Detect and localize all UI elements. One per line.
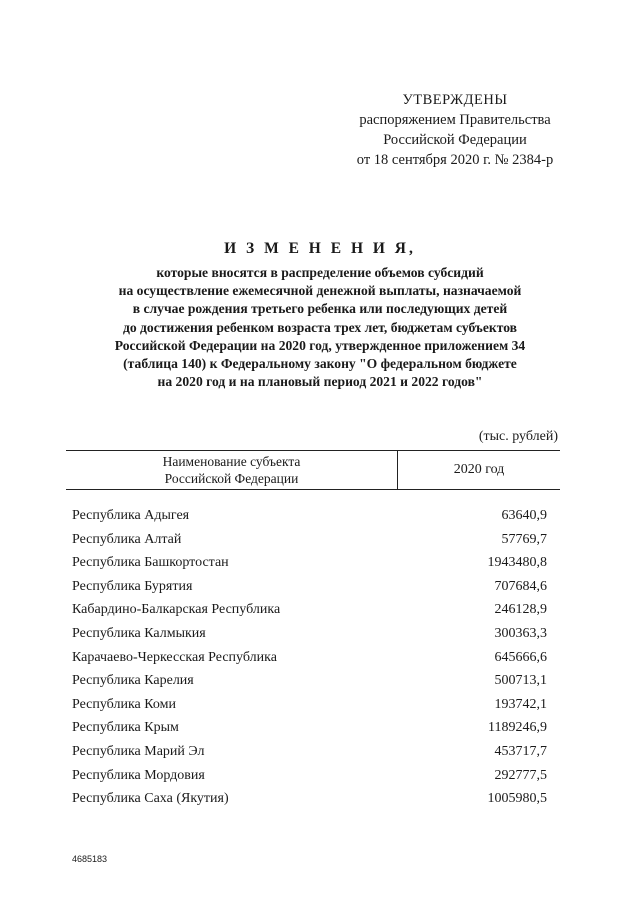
table-row bbox=[72, 671, 560, 695]
subsidy-value: 57769,7 bbox=[501, 531, 547, 547]
subsidy-value: 500713,1 bbox=[494, 673, 547, 689]
region-name: Республика Алтай bbox=[72, 531, 182, 547]
table-row bbox=[72, 577, 560, 601]
title-subtitle: которые вносятся в распределение объемов субсидий на осуществление ежемесячной денежной выплаты, назначаемой в случае рождения третьего ребенка или последующих детей до достижения ребенком возраста трех лет, бюджетам субъектов Российской Федерации на 2020 год, утвержденное приложением 34 (таблица 140) к Федеральному закону "О федеральном бюджете на 2020 год и на плановый период 2021 и 2022 годов" bbox=[114, 265, 526, 390]
document-code: 4685183 bbox=[72, 854, 108, 864]
region-name: Республика Мордовия bbox=[72, 767, 205, 783]
subsidy-value: 645666,6 bbox=[494, 649, 547, 665]
table-header bbox=[66, 450, 560, 490]
region-name: Карачаево-Черкесская Республика bbox=[72, 649, 277, 665]
subsidy-value: 1005980,5 bbox=[487, 791, 547, 807]
table-row bbox=[72, 530, 560, 554]
table-row bbox=[72, 648, 560, 672]
region-name: Республика Коми bbox=[72, 696, 176, 712]
document-title bbox=[60, 240, 580, 391]
region-name: Республика Адыгея bbox=[72, 508, 190, 523]
region-name: Республика Калмыкия bbox=[72, 625, 206, 641]
subsidy-value: 453717,7 bbox=[494, 743, 547, 759]
subsidy-value: 1189246,9 bbox=[488, 720, 547, 736]
region-name: Республика Марий Эл bbox=[72, 743, 205, 759]
approval-country: Российской Федерации bbox=[383, 132, 527, 148]
table-row bbox=[72, 624, 560, 648]
table-row bbox=[72, 553, 560, 577]
subsidy-value: 1943480,8 bbox=[487, 555, 547, 571]
approval-date-number: от 18 сентября 2020 г. № 2384-р bbox=[356, 152, 554, 168]
header-year: 2020 год bbox=[453, 462, 505, 477]
table-row bbox=[72, 695, 560, 719]
region-name: Республика Крым bbox=[72, 720, 179, 736]
approval-heading: УТВЕРЖДЕНЫ bbox=[402, 92, 508, 108]
approval-stamp bbox=[330, 90, 580, 170]
approval-authority: распоряжением Правительства bbox=[359, 112, 551, 128]
table-row bbox=[72, 766, 560, 790]
table-row bbox=[72, 789, 560, 813]
region-name: Республика Башкортостан bbox=[72, 555, 229, 571]
region-name: Республика Бурятия bbox=[72, 578, 193, 594]
region-name: Кабардино-Балкарская Республика bbox=[72, 602, 281, 618]
subsidy-value: 246128,9 bbox=[494, 602, 547, 618]
title-heading: И З М Е Н Е Н И Я, bbox=[224, 240, 416, 257]
subsidy-value: 300363,3 bbox=[494, 625, 547, 641]
subsidy-value: 292777,5 bbox=[494, 767, 547, 783]
table-row bbox=[72, 600, 560, 624]
units-label: (тыс. рублей) bbox=[478, 429, 558, 444]
table-row bbox=[72, 742, 560, 766]
header-region-name: Наименование субъекта Российской Федерации bbox=[66, 451, 398, 489]
table-body bbox=[72, 506, 560, 813]
subsidy-value: 193742,1 bbox=[494, 696, 547, 712]
region-name: Республика Саха (Якутия) bbox=[72, 791, 229, 807]
subsidy-value: 63640,9 bbox=[501, 508, 547, 523]
table-row bbox=[72, 506, 560, 530]
table-row bbox=[72, 718, 560, 742]
region-name: Республика Карелия bbox=[72, 673, 194, 689]
subsidy-value: 707684,6 bbox=[494, 578, 547, 594]
